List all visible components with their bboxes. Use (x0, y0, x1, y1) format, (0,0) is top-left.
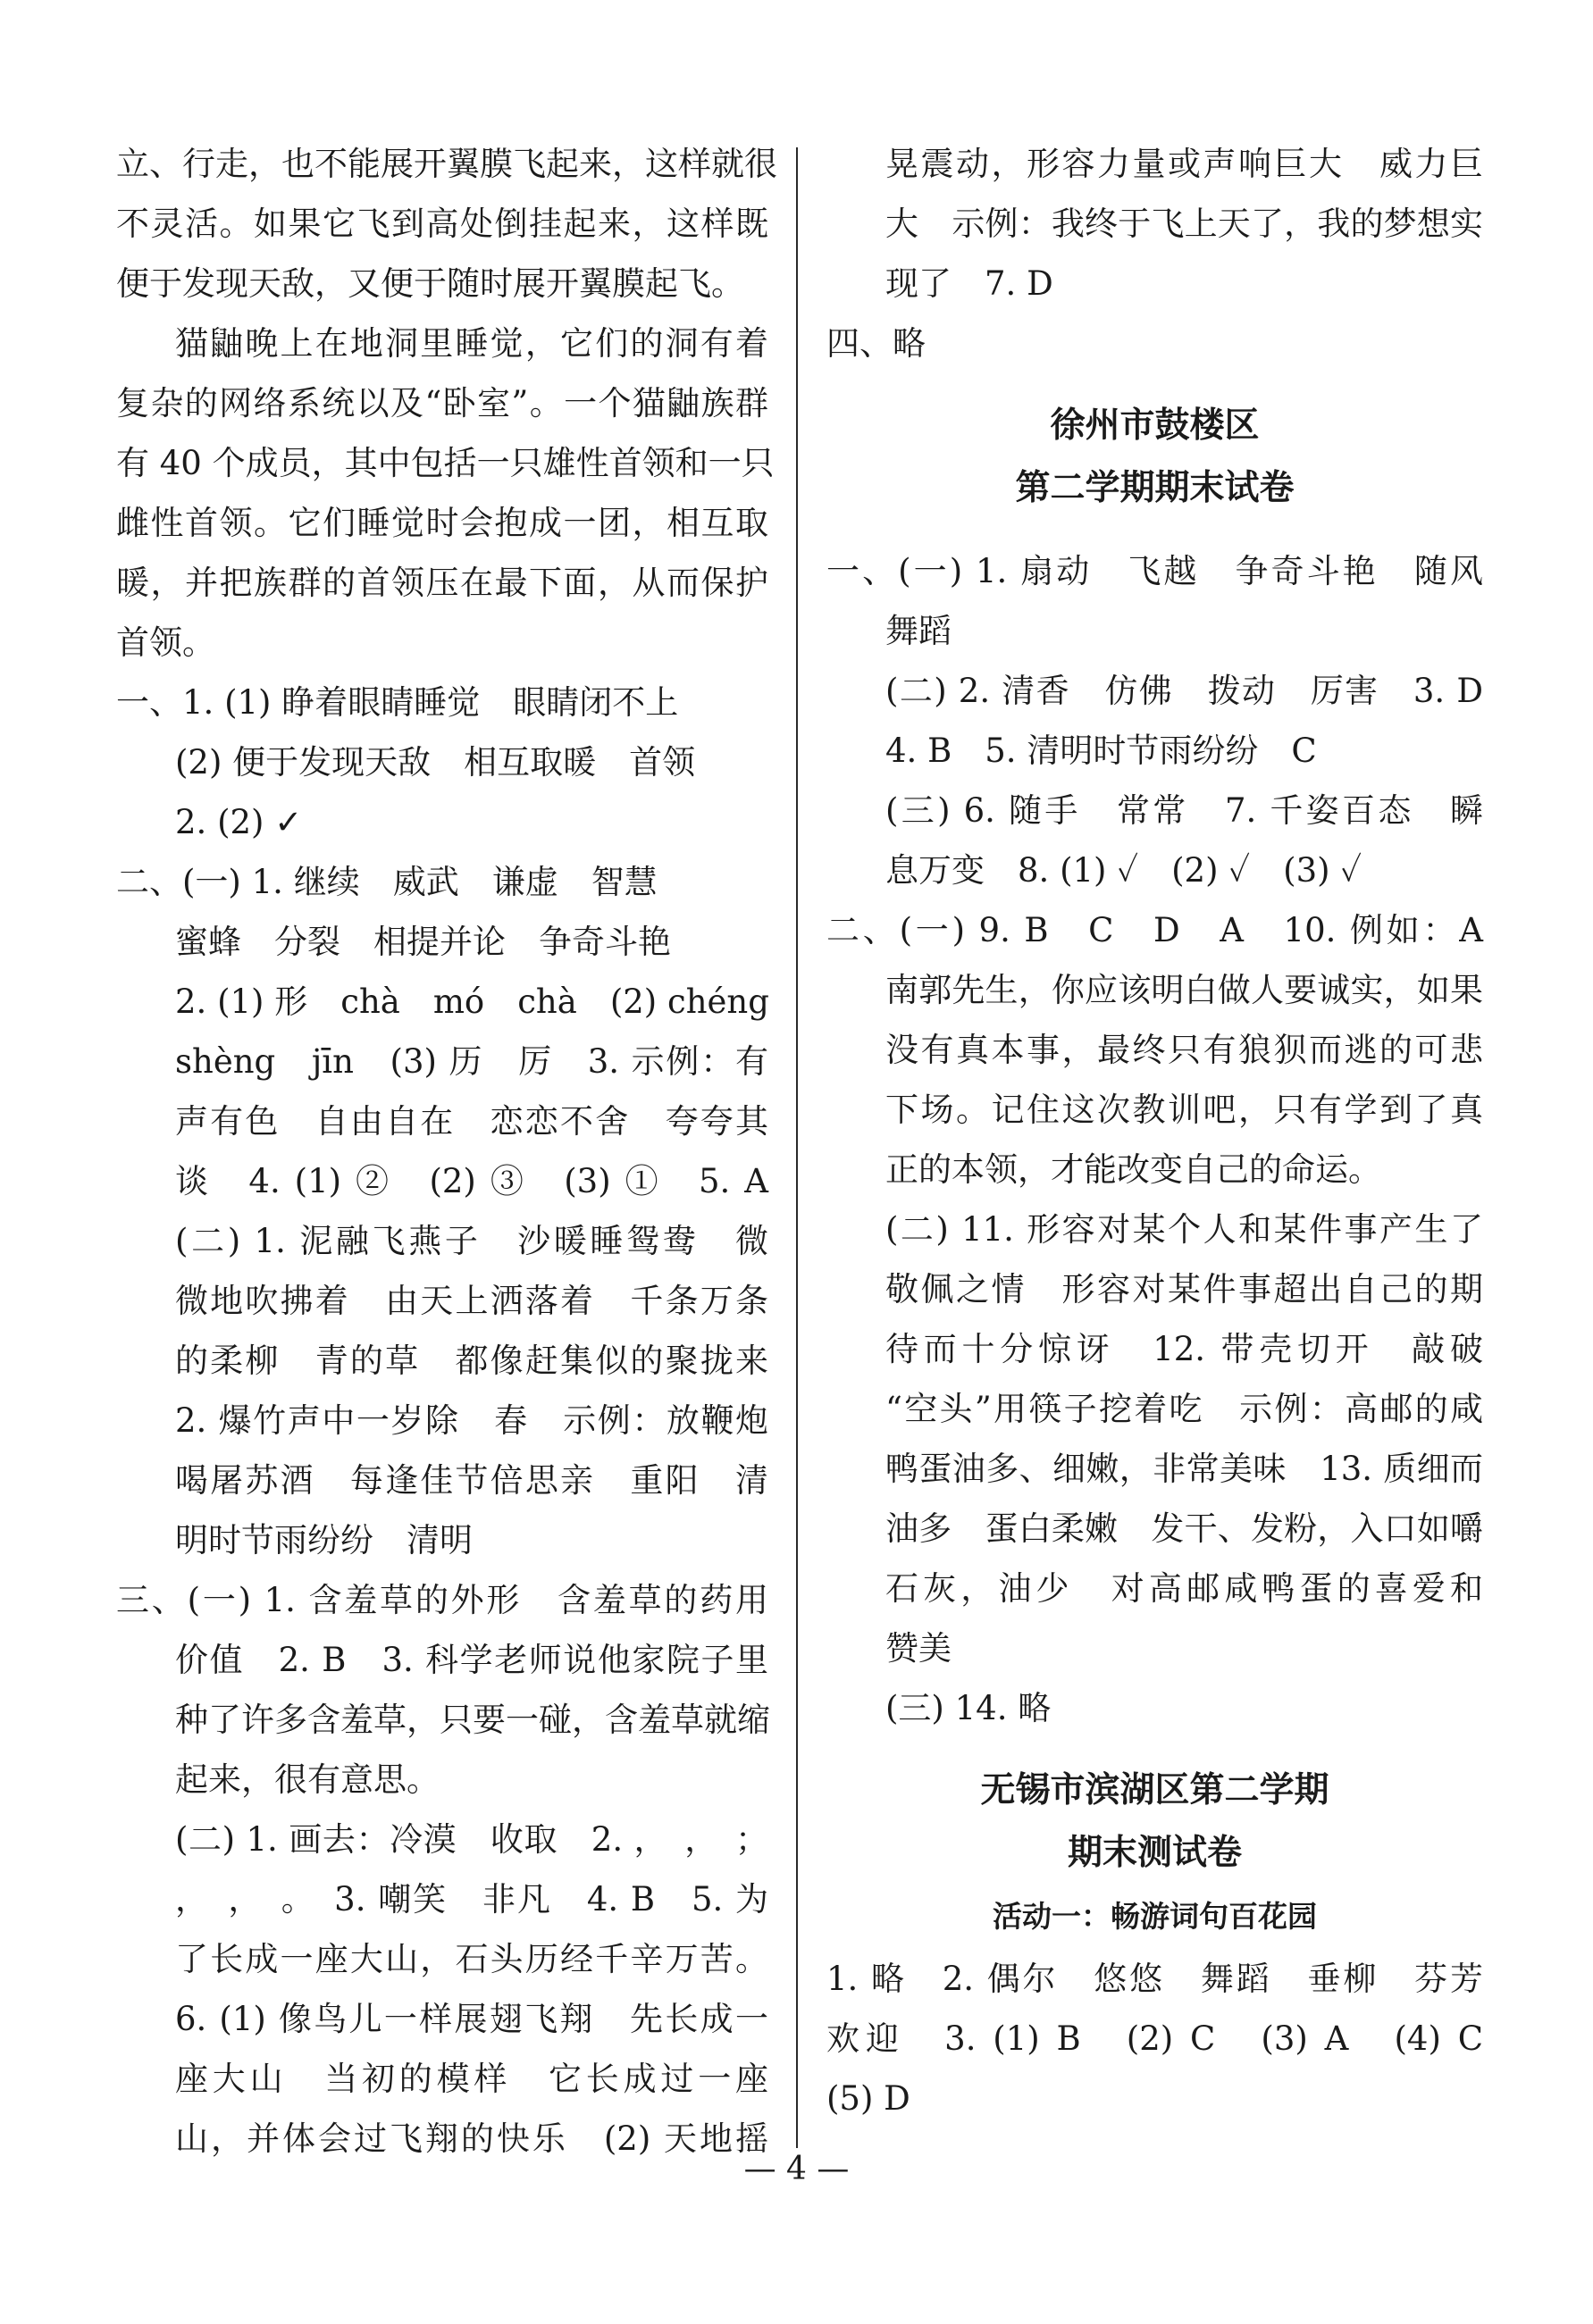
column-divider (796, 147, 798, 2148)
answer-line: 6. (1) 像鸟儿一样展翅飞翔 先长成一 (175, 2000, 768, 2038)
answer-line: 明时节雨纷纷 清明 (175, 1521, 473, 1559)
answer-line: 大 示例：我终于飞上天了，我的梦想实 (885, 205, 1483, 243)
answer-line: 现了 7. D (885, 264, 1053, 303)
answer-line: 蜜蜂 分裂 相提并论 争奇斗艳 (175, 923, 671, 961)
answer-line: 山，并体会过飞翔的快乐 (2) 天地摇 (175, 2119, 768, 2158)
answer-line: 赞美 (885, 1629, 952, 1668)
answer-line: 喝屠苏酒 每逢佳节倍思亲 重阳 清 (175, 1461, 768, 1500)
answer-line: 敬佩之情 形容对某件事超出自己的期 (885, 1270, 1483, 1308)
answer-line: (二) 1. 画去：冷漠 收取 2. ， ， ； (175, 1820, 768, 1859)
answer-line: 种了许多含羞草，只要一碰，含羞草就缩 (175, 1701, 770, 1739)
answer-line: 2. (1) 形 chà mó chà (2) chéng (175, 982, 769, 1021)
section-title: 期末测试卷 (1067, 1833, 1242, 1873)
answer-line: 油多 蛋白柔嫩 发干、发粉，入口如嚼 (885, 1509, 1483, 1548)
answer-line: 四、略 (826, 324, 926, 363)
answer-line: 4. B 5. 清明时节雨纷纷 C (885, 731, 1317, 770)
answer-line: 2. (2) ✓ (175, 803, 303, 841)
text-line: 有 40 个成员，其中包括一只雄性首领和一只 (116, 444, 775, 482)
answer-line: 三、(一) 1. 含羞草的外形 含羞草的药用 (116, 1581, 768, 1619)
answer-line: (5) D (826, 2079, 910, 2118)
answer-line: (三) 6. 随手 常常 7. 千姿百态 瞬 (885, 791, 1483, 830)
answer-line: 待而十分惊讶 12. 带壳切开 敲破 (885, 1330, 1483, 1368)
text-line: 首领。 (116, 623, 215, 662)
answer-line: 晃震动，形容力量或声响巨大 威力巨 (885, 145, 1483, 183)
section-subtitle: 活动一：畅游词句百花园 (993, 1899, 1317, 1934)
text-line: 不灵活。如果它飞到高处倒挂起来，这样既 (116, 205, 768, 243)
answer-line: 欢迎 3. (1) B (2) C (3) A (4) C (826, 2019, 1483, 2058)
answer-line: 1. 略 2. 偶尔 悠悠 舞蹈 垂柳 芬芳 (826, 1960, 1483, 1998)
text-line: 便于发现天敌，又便于随时展开翼膜起飞。 (116, 264, 744, 303)
section-title: 无锡市滨湖区第二学期 (980, 1770, 1329, 1810)
left-column (116, 134, 777, 2169)
answer-line: “空头”用筷子挖着吃 示例：高邮的咸 (885, 1390, 1483, 1428)
section-title: 徐州市鼓楼区 (1050, 405, 1260, 446)
answer-line: (二) 11. 形容对某个人和某件事产生了 (885, 1210, 1483, 1249)
answer-line: (二) 1. 泥融飞燕子 沙暖睡鸳鸯 微 (175, 1222, 768, 1260)
text-line: 复杂的网络系统以及“卧室”。一个猫鼬族群 (116, 384, 768, 422)
answer-line: ， ， 。 3. 嘲笑 非凡 4. B 5. 为 (175, 1880, 768, 1919)
answer-line: 正的本领，才能改变自己的命运。 (885, 1150, 1381, 1189)
answer-line: (三) 14. 略 (885, 1689, 1052, 1727)
answer-line: 声有色 自由自在 恋恋不舍 夸夸其 (175, 1102, 768, 1141)
answer-line: 一、1. (1) 睁着眼睛睡觉 眼睛闭不上 (116, 683, 679, 722)
answer-line: (2) 便于发现天敌 相互取暖 首领 (175, 743, 696, 782)
answer-line: 一、(一) 1. 扇动 飞越 争奇斗艳 随风 (826, 552, 1483, 590)
right-column (826, 134, 1483, 2128)
answer-line: 息万变 8. (1) ✓ (2) ✓ (3) ✓ (885, 851, 1362, 890)
answer-line: 二、(一) 1. 继续 威武 谦虚 智慧 (116, 863, 658, 901)
answer-line: 价值 2. B 3. 科学老师说他家院子里 (175, 1641, 768, 1679)
text-line: 立、行走，也不能展开翼膜飞起来，这样就很 (116, 145, 777, 183)
answer-line: 石灰，油少 对高邮咸鸭蛋的喜爱和 (885, 1569, 1483, 1608)
answer-line: 的柔柳 青的草 都像赶集似的聚拢来 (175, 1342, 768, 1380)
answer-line: 起来，很有意思。 (175, 1760, 440, 1799)
text-line: 暖，并把族群的首领压在最下面，从而保护 (116, 564, 768, 602)
answer-line: 了长成一座大山，石头历经千辛万苦。 (175, 1940, 768, 1978)
answer-line: 座大山 当初的模样 它长成过一座 (175, 2060, 768, 2098)
answer-line: 鸭蛋油多、细嫩，非常美味 13. 质细而 (885, 1450, 1483, 1488)
page-number: — 4 — (743, 2151, 850, 2187)
answer-line: 二、(一) 9. B C D A 10. 例如：A (826, 911, 1483, 949)
text-line: 雌性首领。它们睡觉时会抱成一团，相互取 (116, 504, 768, 542)
answer-line: 微地吹拂着 由天上洒落着 千条万条 (175, 1282, 768, 1320)
answer-line: 下场。记住这次教训吧，只有学到了真 (885, 1091, 1483, 1129)
answer-line: 舞蹈 (885, 612, 952, 650)
answer-line: 没有真本事，最终只有狼狈而逃的可悲 (885, 1031, 1483, 1069)
answer-line: 南郭先生，你应该明白做人要诚实，如果 (885, 971, 1483, 1009)
answer-line: 谈 4. (1) ② (2) ③ (3) ① 5. A (175, 1162, 768, 1200)
answer-line: 2. 爆竹声中一岁除 春 示例：放鞭炮 (175, 1401, 768, 1440)
section-title: 第二学期期末试卷 (1015, 468, 1295, 508)
answer-line: (二) 2. 清香 仿佛 拨动 厉害 3. D (885, 672, 1483, 710)
answer-line: shèng jīn (3) 历 厉 3. 示例：有 (175, 1042, 768, 1081)
text-line: 猫鼬晚上在地洞里睡觉，它们的洞有着 (175, 324, 768, 363)
